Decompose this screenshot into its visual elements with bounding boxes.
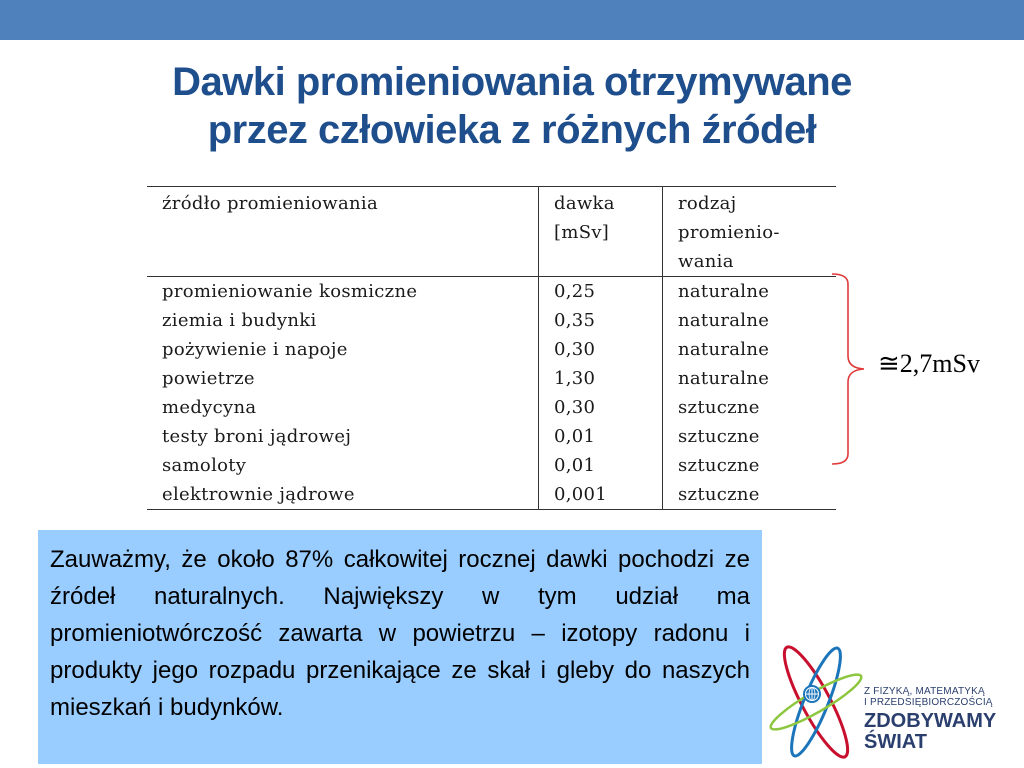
logo-line-2: I PRZEDSIĘBIORCZOŚCIĄ: [864, 697, 993, 708]
cell-source: elektrownie jądrowe: [147, 480, 539, 510]
note-text: Zauważmy, że około 87% całkowitej rocznej dawki pochodzi ze źródeł naturalnych. Największy w tym udział ma promieniotwórczość zawarta w powietrzu – izotopy radonu i produkty jego rozpadu przenikające ze skał i gleby do naszych mieszkań i budynków.: [50, 546, 750, 721]
logo-line-4: ŚWIAT: [864, 731, 927, 753]
cell-source: pożywienie i napoje: [147, 335, 539, 364]
cell-type: sztuczne: [678, 455, 760, 476]
cell-dose: 0,25: [539, 277, 663, 307]
cell-dose: 0,001: [539, 480, 663, 510]
total-dose-label: ≅2,7mSv: [878, 349, 980, 378]
cell-type: naturalne: [678, 281, 770, 302]
cell-type: sztuczne: [663, 480, 837, 510]
header-type-line3: wania: [678, 251, 734, 272]
table-row: [147, 364, 836, 393]
header-dose-line2: [mSv]: [554, 222, 610, 243]
curly-brace-icon: [830, 272, 870, 466]
cell-dose: 0,30: [539, 335, 663, 364]
logo-line-3: ZDOBYWAMY: [864, 710, 997, 732]
table-row: [147, 480, 836, 510]
cell-type: sztuczne: [678, 397, 760, 418]
table-row: [147, 422, 836, 451]
project-logo: [768, 620, 1024, 768]
cell-source: testy broni jądrowej: [147, 422, 539, 451]
table-row: [147, 277, 836, 307]
logo-line-1: Z FIZYKĄ, MATEMATYKĄ: [864, 686, 985, 697]
top-bar: [0, 0, 1024, 40]
header-type: [663, 187, 837, 277]
note-box: [38, 530, 762, 764]
cell-source: promieniowanie kosmiczne: [147, 277, 539, 307]
cell-dose: 0,30: [539, 393, 663, 422]
title-line-2: przez człowieka z różnych źródeł: [207, 108, 817, 152]
slide-title: [60, 58, 964, 154]
cell-type: naturalne: [678, 310, 770, 331]
header-source: źródło promieniowania: [147, 187, 539, 277]
table-row: [147, 306, 836, 335]
table-row: [147, 335, 836, 364]
table-row: [147, 451, 836, 480]
cell-type: naturalne: [678, 368, 770, 389]
radiation-dose-table: [147, 186, 836, 510]
header-dose: [539, 187, 663, 277]
cell-source: powietrze: [147, 364, 539, 393]
cell-type: sztuczne: [678, 426, 760, 447]
header-type-line1: rodzaj: [678, 193, 737, 214]
cell-source: samoloty: [147, 451, 539, 480]
cell-dose: 0,35: [539, 306, 663, 335]
table-header-row: [147, 187, 836, 277]
atom-logo-icon: [768, 620, 868, 768]
header-type-line2: promienio-: [678, 222, 780, 243]
header-dose-line1: dawka: [554, 193, 615, 214]
title-line-1: Dawki promieniowania otrzymywane: [172, 60, 852, 104]
cell-dose: 0,01: [539, 422, 663, 451]
cell-source: ziemia i budynki: [147, 306, 539, 335]
cell-source: medycyna: [147, 393, 539, 422]
table-row: [147, 393, 836, 422]
cell-type: naturalne: [678, 339, 770, 360]
cell-dose: 1,30: [539, 364, 663, 393]
cell-dose: 0,01: [539, 451, 663, 480]
